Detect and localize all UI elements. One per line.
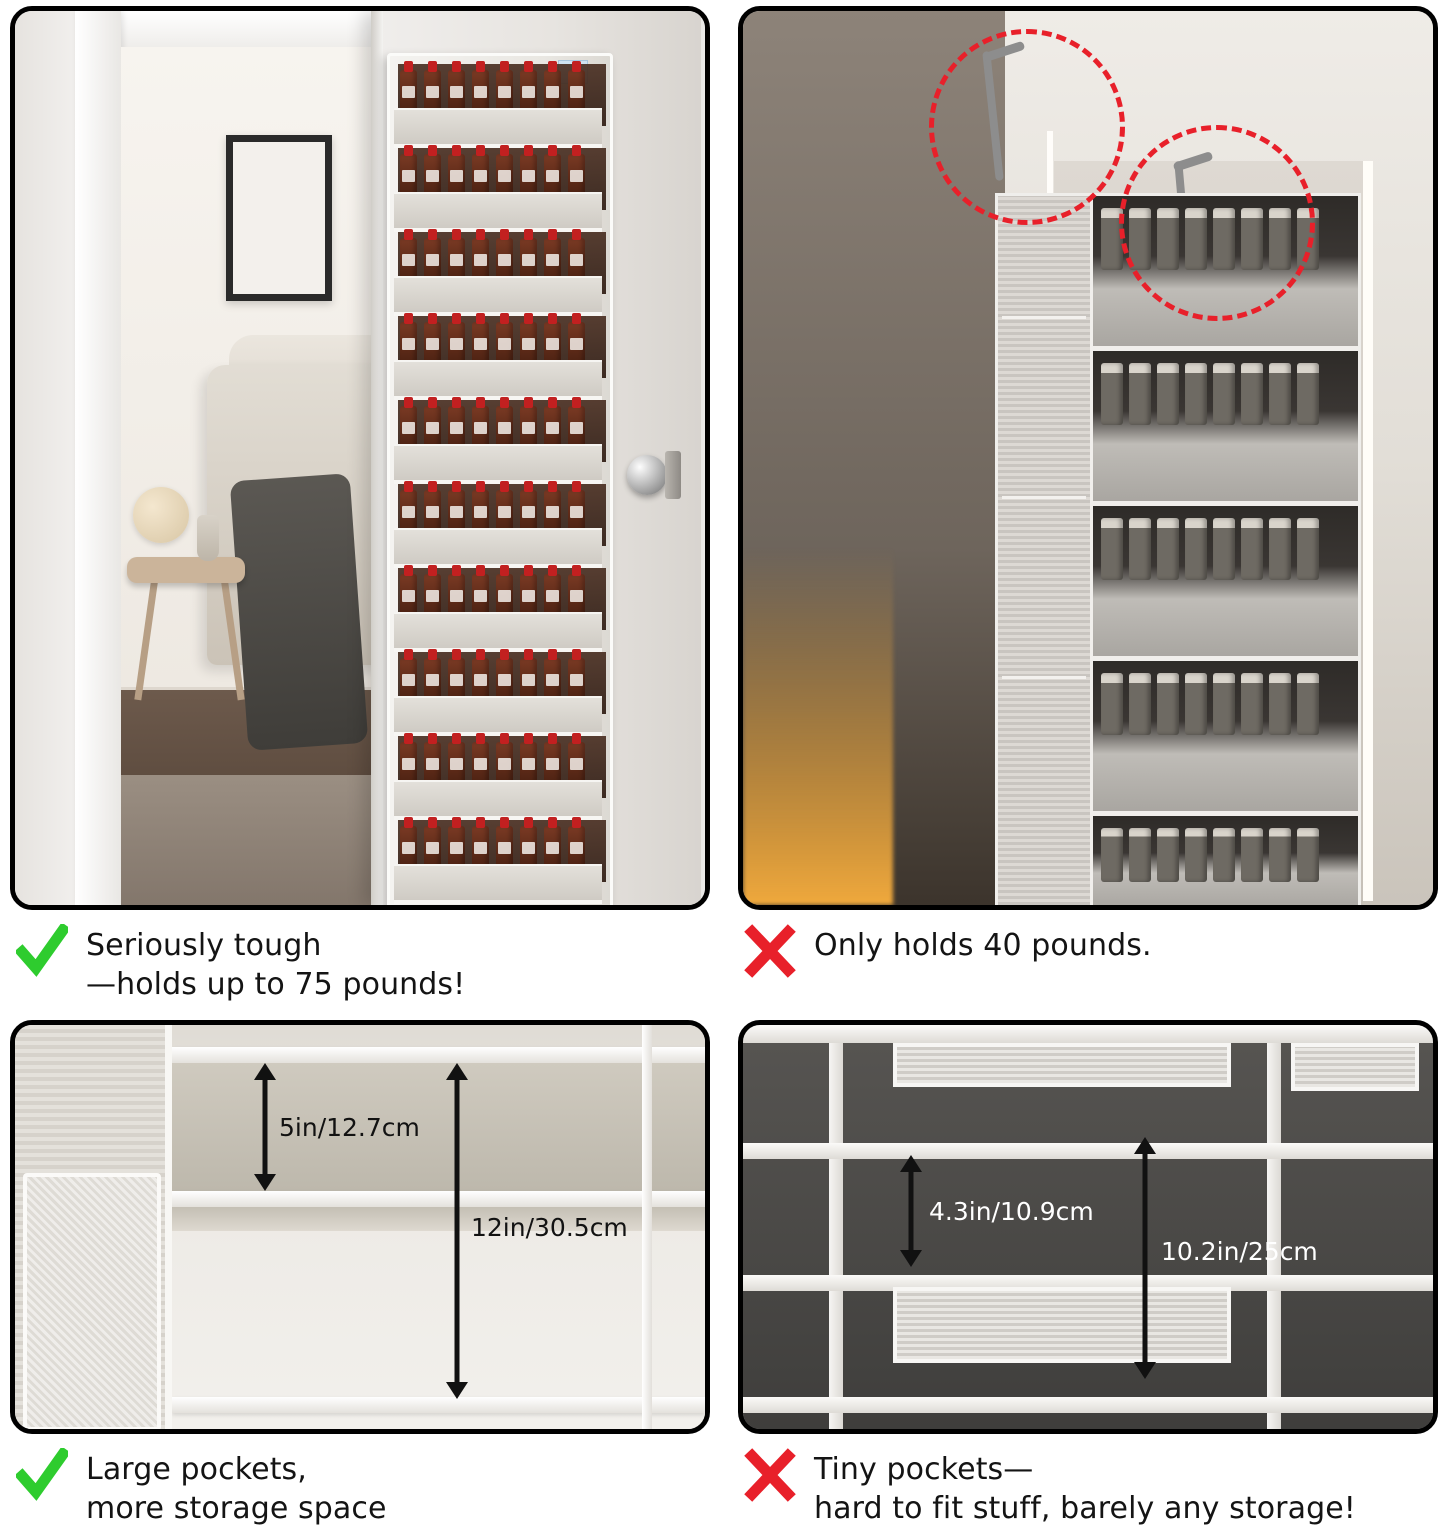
shelf-pocket	[394, 276, 602, 312]
shelf-band	[743, 1397, 1433, 1413]
panel-bottom-left	[10, 1020, 710, 1528]
caption-bottom-right	[738, 1434, 1438, 1528]
green-check-icon	[16, 1448, 68, 1502]
shelf-band	[172, 1063, 705, 1191]
caption-line-1: Large pockets,	[86, 1452, 307, 1487]
organizer-shelf	[1093, 661, 1358, 816]
shelf-rail	[172, 1047, 705, 1063]
shelf-band	[743, 1143, 1433, 1159]
measure-height-label: 12in/30.5cm	[471, 1213, 628, 1242]
jar-group	[1101, 673, 1319, 735]
jar-group	[1101, 518, 1319, 580]
organizer-shelf	[394, 232, 602, 316]
over-door-organizer	[387, 53, 613, 910]
caption-text	[86, 924, 465, 1004]
scene-large-pockets	[15, 1025, 705, 1429]
panel-top-left	[10, 6, 710, 1004]
caption-text	[814, 1448, 1356, 1528]
jar-group	[1101, 828, 1319, 882]
mesh-pocket	[23, 1173, 161, 1431]
photo-doorway-organizer	[10, 6, 710, 910]
caption-line-2: hard to fit stuff, barely any storage!	[814, 1491, 1356, 1526]
panel-grid	[10, 6, 1435, 1528]
scene-tiny-pockets	[743, 1025, 1433, 1429]
living-room-view	[121, 47, 383, 905]
organizer-shelf	[394, 484, 602, 568]
highlight-circle-right-hook	[1119, 125, 1315, 321]
shelf-pocket	[394, 612, 602, 648]
caption-top-left	[10, 910, 710, 1004]
measure-depth-label: 5in/12.7cm	[279, 1113, 420, 1142]
measure-depth	[253, 1063, 277, 1191]
door-latch-plate	[665, 451, 681, 499]
vertical-seam	[1267, 1025, 1281, 1429]
measure-height-label: 10.2in/25cm	[1161, 1237, 1318, 1266]
door-edge	[371, 11, 383, 905]
caption-line-1: Tiny pockets—	[814, 1452, 1034, 1487]
photo-tiny-pockets	[738, 1020, 1438, 1434]
organizer-shelf	[394, 64, 602, 148]
side-mesh-pocket	[998, 196, 1093, 908]
vase	[197, 515, 219, 561]
scene-doorway	[15, 11, 705, 905]
organizer-shelf	[1093, 506, 1358, 661]
measure-height	[1133, 1137, 1157, 1379]
shelf-pocket	[394, 780, 602, 816]
caption-line-1: Only holds 40 pounds.	[814, 928, 1152, 963]
shelf-pocket	[394, 192, 602, 228]
organizer-shelf	[394, 736, 602, 820]
table-lamp	[133, 487, 189, 543]
panel-bottom-right	[738, 1020, 1438, 1528]
shelf-pocket	[394, 360, 602, 396]
organizer-shelf	[394, 652, 602, 736]
red-x-icon	[744, 1448, 796, 1502]
caption-line-2: —holds up to 75 pounds!	[86, 967, 466, 1002]
throw-blanket	[230, 473, 369, 751]
organizer-shelf	[1093, 816, 1358, 910]
shelf-pocket	[394, 696, 602, 732]
scene-grey-organizer	[743, 11, 1433, 905]
organizer-shelf	[394, 568, 602, 652]
shelf-rail	[172, 1191, 705, 1207]
vertical-seam	[829, 1025, 843, 1429]
jar-group	[1101, 363, 1319, 425]
organizer-shelf	[394, 400, 602, 484]
caption-bottom-left	[10, 1434, 710, 1528]
measure-height	[445, 1063, 469, 1399]
mesh-pocket	[893, 1287, 1231, 1363]
organizer-shelf	[394, 316, 602, 400]
side-table	[127, 557, 245, 583]
warm-light-glow	[743, 485, 893, 905]
door-knob	[627, 455, 667, 495]
door-casing-left	[75, 11, 121, 905]
shelf-rail	[172, 1397, 705, 1413]
caption-top-right	[738, 910, 1438, 978]
door-frame-right	[1363, 161, 1373, 901]
vertical-divider	[642, 1025, 652, 1429]
measure-depth-label: 4.3in/10.9cm	[929, 1197, 1094, 1226]
panel-top-right	[738, 6, 1438, 1004]
shelf-pocket	[394, 528, 602, 564]
highlight-circle-left-hook	[929, 29, 1125, 225]
red-x-icon	[744, 924, 796, 978]
caption-line-2: more storage space	[86, 1491, 387, 1526]
shelf-pocket	[394, 864, 602, 900]
photo-large-pockets	[10, 1020, 710, 1434]
green-check-icon	[16, 924, 68, 978]
mesh-pocket	[1291, 1043, 1419, 1091]
shelf-pocket	[394, 444, 602, 480]
mesh-pocket	[893, 1043, 1231, 1087]
caption-text	[814, 924, 1152, 965]
organizer-shelf	[1093, 351, 1358, 506]
shelf-pocket	[394, 108, 602, 144]
caption-text	[86, 1448, 387, 1528]
organizer-shelf	[394, 820, 602, 904]
area-rug	[121, 775, 383, 905]
caption-line-1: Seriously tough	[86, 928, 322, 963]
framed-art	[226, 135, 332, 301]
organizer-shelf	[394, 148, 602, 232]
shelf-band	[743, 1025, 1433, 1043]
photo-grey-organizer	[738, 6, 1438, 910]
measure-depth	[899, 1155, 923, 1267]
